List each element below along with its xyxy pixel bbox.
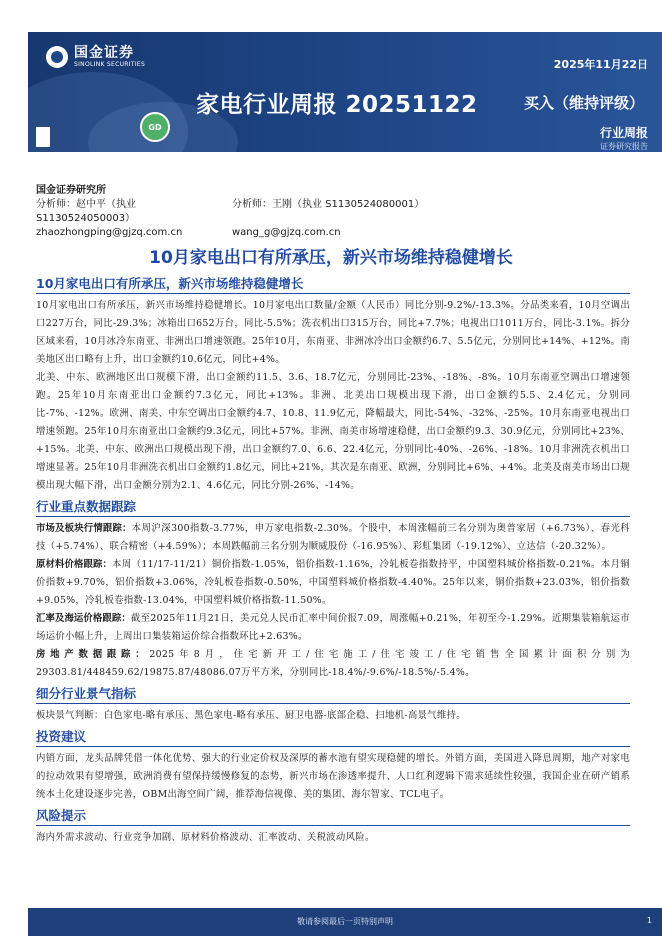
page-number: 1: [646, 916, 652, 925]
paragraph-label: 原材料价格跟踪：: [36, 559, 113, 570]
footer-disclaimer[interactable]: 敬请参阅最后一页特别声明: [297, 917, 393, 926]
paragraph-text: 本周（11/17-11/21）铜价指数-1.05%，铝价指数-1.16%，冷轧板卷指数持平，中国塑料城价格指数-0.21%。本月铜价指数+9.70%，铝价指数+3.06%，冷轧板卷指数-0.50%，中国塑料城价格指数-4.40%。25年以来，铜价指数+23.03%，铝价指数+9.05%，冷轧板卷指数-13.04%，中国塑料城价格指数-11.50%。: [36, 559, 630, 606]
paragraph: 板块景气判断：白色家电-略有承压、黑色家电-略有承压、厨卫电器-底部企稳、扫地机-高景气维持。: [36, 710, 466, 721]
rating: 买入（维持评级）: [523, 94, 644, 112]
paragraph-text: 截至2025年11月21日，美元兑人民币汇率中间价报7.09，周涨幅+0.21%，年初至今-1.29%。近期集装箱航运市场运价小幅上升，上周出口集装箱运价综合指数环比+2.63%。: [36, 613, 630, 642]
qr-code-icon: [36, 127, 50, 147]
paragraph-text: 2025年8月，住宅新开工/住宅施工/住宅竣工/住宅销售全国累计面积分别为29303.81/448459.62/19875.87/48086.07万平方米，分别同比-18.4%/-9.6%/-18.5%/-5.4%。: [36, 649, 630, 678]
badge-icon: GD: [140, 112, 170, 142]
analyst-block: [36, 184, 424, 240]
page-title: 10月家电出口有所承压，新兴市场维持稳健增长: [149, 248, 513, 268]
section-heading: 投资建议: [36, 727, 630, 747]
paragraph: [36, 556, 630, 610]
analyst-2-email[interactable]: wang_g@gjzq.com.cn: [232, 227, 341, 238]
paragraph: 内销方面，龙头品牌凭借一体化优势、强大的行业定价权及深厚的蓄水池有望实现稳健的增长。外销方面，美国进入降息周期，地产对家电的拉动效果有望增强，欧洲消费有望保持缓慢修复的态势，新兴市场在渗透率提升、人口红利逻辑下需求延续性较强，我国企业在研产销系统本土化建设逐步完善，OBM出海空间广阔，推荐海信视像、美的集团、海尔智家、TCL电子。: [36, 753, 630, 800]
paragraph-label: 房地产数据跟踪：: [36, 649, 150, 660]
paragraph: [36, 610, 630, 646]
report-subtype: 证券研究报告: [600, 142, 648, 151]
paragraph-label: 市场及板块行情跟踪：: [36, 523, 132, 534]
section-heading: 行业重点数据跟踪: [36, 497, 630, 517]
report-title: 家电行业周报 20251122: [196, 92, 478, 118]
section-heading: 风险提示: [36, 806, 630, 826]
paragraph: 北美、中东、欧洲地区出口规模下滑，出口金额约11.5、3.6、18.7亿元，分别同比-23%、-18%、-8%。10月东南亚空调出口增速领跑。25年10月东南亚出口金额约7.3亿元，同比+13%。非洲、北美出口规模出现下滑，出口金额约5.5、2.4亿元，分别同比-7%、-12%。欧洲、南美、中东空调出口金额约4.7、10.8、11.9亿元，降幅最大，同比-54%、-32%、-25%。10月东南亚电视出口增速领跑。25年10月东南亚出口金额约9.3亿元，同比+57%。非洲、南美市场增速稳健，出口金额约9.3、30.9亿元，分别同比+23%、+15%。北美、中东、欧洲出口规模出现下滑，出口金额约7.0、6.6、22.4亿元，分别同比-40%、-26%、-18%。10月非洲洗衣机出口增速显著。25年10月非洲洗衣机出口金额约1.8亿元，同比+21%，其次是东南亚、欧洲，分别同比+6%、+4%。北美及南美市场出口规模出现大幅下滑，出口金额分别为2.1、4.6亿元，同比分别-26%、-14%。: [36, 372, 630, 491]
paragraph-text: 本周沪深300指数-3.77%，申万家电指数-2.30%。个股中，本周涨幅前三名分别为奥普家居（+6.73%）、春光科技（+5.74%）、联合精密（+4.59%）；本周跌幅前三名分别为顺威股份（-16.95%）、彩虹集团（-19.12%）、立达信（-20.32%）。: [36, 523, 630, 552]
report-type: 行业周报: [599, 126, 648, 140]
paragraph: [36, 646, 630, 682]
analyst-2: 分析师：王刚（执业 S1130524080001）: [232, 199, 425, 210]
paragraph: 10月家电出口有所承压，新兴市场维持稳健增长。10月家电出口数量/金额（人民币）同比分别-9.2%/-13.3%。分品类来看，10月空调出口227万台，同比-29.3%；冰箱出口652万台，同比-5.5%；洗衣机出口315万台，同比+7.7%；电视出口1011万台，同比-3.1%。拆分区域来看，10月冰冷东南亚、非洲出口增速领跑。25年10月，东南亚、非洲冰冷出口金额约6.7、5.5亿元，分别同比+14%、+12%。南美地区出口略有上升，出口金额约10.6亿元，同比+4%。: [36, 300, 630, 365]
header-banner: [28, 32, 662, 152]
paragraph: [36, 520, 630, 556]
report-body: [36, 274, 630, 847]
analyst-1: 分析师：赵中平（执业 S1130524050003）: [36, 199, 136, 224]
research-org: 国金证券研究所: [36, 185, 106, 196]
logo-cn-text: 国金证券: [74, 45, 134, 61]
paragraph-label: 汇率及海运价格跟踪：: [36, 613, 131, 624]
logo-en-text: SINOLINK SECURITIES: [74, 61, 146, 68]
analyst-1-email[interactable]: zhaozhongping@gjzq.com.cn: [36, 227, 183, 238]
logo-icon: [46, 46, 68, 68]
company-logo: [46, 46, 145, 68]
paragraph: 海内外需求波动、行业竞争加剧、原材料价格波动、汇率波动、关税波动风险。: [36, 832, 375, 843]
footer: [28, 908, 662, 936]
section-heading: 细分行业景气指标: [36, 684, 630, 704]
section-heading: 10月家电出口有所承压，新兴市场维持稳健增长: [36, 274, 630, 294]
report-date: 2025年11月22日: [553, 58, 648, 71]
